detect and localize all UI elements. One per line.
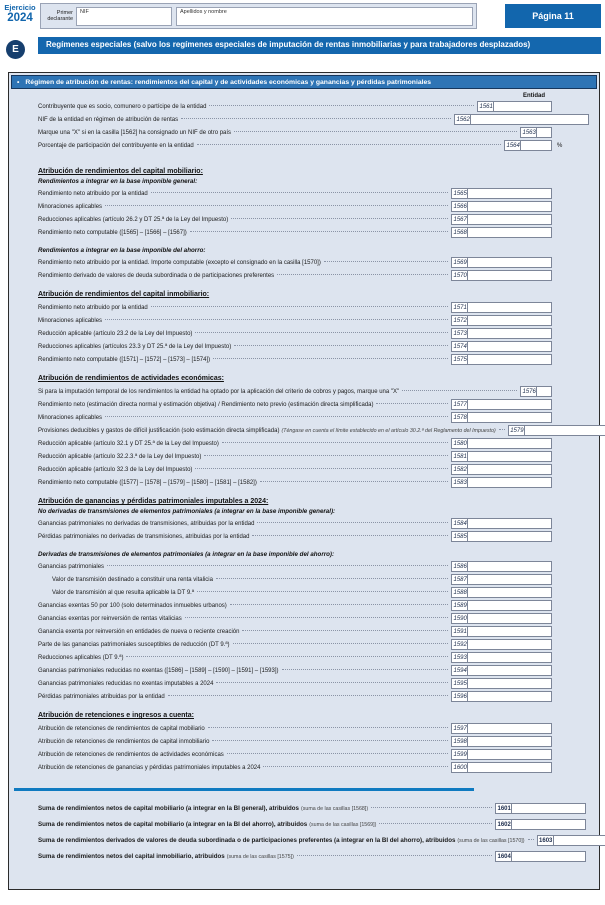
row-note: (Téngase en cuenta el límite establecido en el artículo 30.2.ª del Reglamento del Impuesto) xyxy=(281,427,496,434)
entry-field-1587[interactable] xyxy=(468,574,552,585)
entry-field-1590[interactable] xyxy=(468,613,552,624)
form-row xyxy=(38,761,592,774)
subsection-bar xyxy=(11,75,597,89)
row-label: Minoraciones aplicables xyxy=(38,203,103,210)
form-row xyxy=(38,398,592,411)
dotted-leader xyxy=(222,442,448,443)
dotted-leader xyxy=(107,565,448,566)
entry-field-1580[interactable] xyxy=(468,438,552,449)
casilla-number-1599: 1599 xyxy=(451,749,468,760)
casilla-number-1596: 1596 xyxy=(451,691,468,702)
form-row xyxy=(38,353,592,366)
entry-field-1596[interactable] xyxy=(468,691,552,702)
form-row xyxy=(38,437,592,450)
dotted-leader xyxy=(190,231,448,232)
page-number-badge: Página 11 xyxy=(505,4,601,28)
entry-field-1588[interactable] xyxy=(468,587,552,598)
group-subheading: Derivadas de transmisiones de elementos patrimoniales (a integrar en la base imponible del ahorro): xyxy=(38,551,335,558)
casilla-number-1564: 1564 xyxy=(504,140,521,151)
casilla-number-1567: 1567 xyxy=(451,214,468,225)
group-subheading: Rendimientos a integrar en la base imponible del ahorro: xyxy=(38,247,206,254)
casilla-number-1590: 1590 xyxy=(451,613,468,624)
dotted-leader xyxy=(277,274,448,275)
dotted-leader xyxy=(324,261,448,262)
group-heading: Atribución de retenciones e ingresos a cuenta: xyxy=(38,712,194,719)
row-label: Ganancias patrimoniales xyxy=(38,563,105,570)
entry-field-1578[interactable] xyxy=(468,412,552,423)
row-label: Reducciones aplicables (DT 9.ª) xyxy=(38,654,124,661)
casilla-number-1565: 1565 xyxy=(451,188,468,199)
form-row xyxy=(38,817,592,833)
dotted-leader xyxy=(195,468,448,469)
form-row xyxy=(38,664,592,677)
group-heading: Atribución de rendimientos del capital inmobiliario: xyxy=(38,291,210,298)
dotted-leader xyxy=(297,855,492,856)
row-label: Ganancias patrimoniales reducidas no exentas imputables a 2024 xyxy=(38,680,214,687)
casilla-number-1580: 1580 xyxy=(451,438,468,449)
form-row xyxy=(38,256,592,269)
form-row xyxy=(38,530,592,543)
casilla-number-1569: 1569 xyxy=(451,257,468,268)
casilla-number-1591: 1591 xyxy=(451,626,468,637)
form-panel xyxy=(8,72,600,890)
declarant-label: Primer declarante xyxy=(47,9,73,22)
dotted-leader xyxy=(151,192,448,193)
entry-field-1600[interactable] xyxy=(468,762,552,773)
name-field[interactable]: Apellidos y nombre xyxy=(176,7,473,26)
form-row xyxy=(38,690,592,703)
entry-field-1584[interactable] xyxy=(468,518,552,529)
entry-field-1597[interactable] xyxy=(468,723,552,734)
group-subheading: No derivadas de transmisiones de elementos patrimoniales (a integrar en la base imponible general): xyxy=(38,508,336,515)
form-row xyxy=(38,833,592,849)
section-title: Regímenes especiales (salvo los regímenes especiales de imputación de rentas inmobiliarias y para trabajadores desplazados) xyxy=(38,37,601,54)
form-row xyxy=(38,735,592,748)
row-note: (suma de las casillas [1570]) xyxy=(457,837,525,844)
row-label: Rendimiento derivado de valores de deuda subordinada o de participaciones preferentes xyxy=(38,272,275,279)
row-label: Reducción aplicable (artículo 32.1 y DT 25.ª de la Ley del Impuesto) xyxy=(38,440,219,447)
form-row xyxy=(38,450,592,463)
dotted-leader xyxy=(227,753,448,754)
form-row xyxy=(38,301,592,314)
form-row xyxy=(38,651,592,664)
ejercicio-block xyxy=(3,4,37,24)
entry-field-1565[interactable] xyxy=(468,188,552,199)
dotted-leader xyxy=(151,306,448,307)
form-row xyxy=(38,139,592,152)
entry-field-1566[interactable] xyxy=(468,201,552,212)
form-row xyxy=(38,187,592,200)
dotted-leader xyxy=(126,656,448,657)
form-row xyxy=(38,411,592,424)
casilla-number-1601: 1601 xyxy=(495,803,512,815)
form-row xyxy=(38,677,592,690)
casilla-number-1563: 1563 xyxy=(520,127,537,138)
form-row xyxy=(38,126,592,139)
row-label: Rendimiento neto computable ([1565] – [1566] – [1567]) xyxy=(38,229,187,236)
casilla-number-1593: 1593 xyxy=(451,652,468,663)
form-row xyxy=(38,200,592,213)
casilla-number-1587: 1587 xyxy=(451,574,468,585)
dotted-leader xyxy=(260,481,448,482)
form-row xyxy=(38,517,592,530)
casilla-number-1589: 1589 xyxy=(451,600,468,611)
entry-field-1579[interactable] xyxy=(525,425,605,436)
form-row xyxy=(38,340,592,353)
form-row xyxy=(38,612,592,625)
entry-field-1594[interactable] xyxy=(468,665,552,676)
dotted-leader xyxy=(230,604,448,605)
subsection-title: Régimen de atribución de rentas: rendimientos del capital y de actividades económicas y ganancias y pérdidas patrimoniales xyxy=(25,78,432,86)
entry-field-1593[interactable] xyxy=(468,652,552,663)
row-label: Marque una "X" si en la casilla [1562] ha consignado un NIF de otro país xyxy=(38,129,232,136)
dotted-leader xyxy=(213,358,448,359)
summary-body xyxy=(11,801,597,865)
row-label: Reducciones aplicables (artículos 23.3 y DT 25.ª de la Ley del Impuesto) xyxy=(38,343,232,350)
dotted-leader xyxy=(528,839,534,840)
row-note: (suma de las casillas [1575]) xyxy=(226,853,294,860)
entry-field-1591[interactable] xyxy=(468,626,552,637)
entry-field-1561[interactable] xyxy=(494,101,552,112)
form-row xyxy=(38,314,592,327)
row-label: Suma de rendimientos derivados de valores de deuda subordinada o de participaciones preferentes (a integrar en la BI del ahorro), atribuidos xyxy=(38,837,456,844)
entry-field-1589[interactable] xyxy=(468,600,552,611)
spacer xyxy=(38,543,592,550)
row-label: Atribución de retenciones de rendimientos de capital inmobiliario xyxy=(38,738,210,745)
casilla-number-1576: 1576 xyxy=(520,386,537,397)
ejercicio-year: 2024 xyxy=(7,11,33,24)
entry-field-1601[interactable] xyxy=(512,803,586,815)
row-label: Atribución de retenciones de ganancias y pérdidas patrimoniales imputables a 2024 xyxy=(38,764,261,771)
row-label: Rendimiento neto atribuido por la entidad xyxy=(38,304,148,311)
section-letter-badge: E xyxy=(6,40,25,59)
casilla-number-1586: 1586 xyxy=(451,561,468,572)
section-e-header xyxy=(0,32,605,59)
casilla-number-1600: 1600 xyxy=(451,762,468,773)
row-tail xyxy=(552,143,592,149)
row-label: NIF de la entidad en régimen de atribución de rentas xyxy=(38,116,179,123)
casilla-number-1583: 1583 xyxy=(451,477,468,488)
dotted-leader xyxy=(204,455,448,456)
row-label: Ganancias exentas 50 por 100 (solo determinados inmuebles urbanos) xyxy=(38,602,227,609)
casilla-number-1562: 1562 xyxy=(454,114,471,125)
form-row xyxy=(38,327,592,340)
form-row xyxy=(38,269,592,282)
row-label: Ganancias patrimoniales reducidas no exentas ([1586] – [1589] – [1590] – [1591] – [1593]) xyxy=(38,667,279,674)
form-body xyxy=(11,100,597,774)
declarant-box xyxy=(40,3,477,29)
entry-field-1575[interactable] xyxy=(468,354,552,365)
row-label: Reducciones aplicables (artículo 26.2 y DT 25.ª de la Ley del Impuesto) xyxy=(38,216,229,223)
row-label: Ganancia exenta por reinversión en entidades de nueva o reciente creación xyxy=(38,628,240,635)
casilla-number-1579: 1579 xyxy=(508,425,525,436)
spacer xyxy=(38,239,592,246)
form-row xyxy=(38,586,592,599)
dotted-leader xyxy=(233,643,448,644)
dotted-leader xyxy=(105,319,448,320)
entry-field-1585[interactable] xyxy=(468,531,552,542)
row-label: Contribuyente que es socio, comunero o partícipe de la entidad xyxy=(38,103,207,110)
form-row xyxy=(38,748,592,761)
row-label: Suma de rendimientos netos del capital inmobiliario, atribuidos xyxy=(38,853,225,860)
casilla-number-1602: 1602 xyxy=(495,819,512,831)
casilla-number-1574: 1574 xyxy=(451,341,468,352)
row-label: Atribución de retenciones de rendimientos de actividades económicas xyxy=(38,751,224,758)
dotted-leader xyxy=(376,403,448,404)
row-label: Provisiones deducibles y gastos de difícil justificación (solo estimación directa simplificada) xyxy=(38,427,280,434)
casilla-number-1594: 1594 xyxy=(451,665,468,676)
dotted-leader xyxy=(242,630,448,631)
casilla-number-1566: 1566 xyxy=(451,201,468,212)
dotted-leader xyxy=(197,144,501,145)
row-label: Parte de las ganancias patrimoniales susceptibles de reducción (DT 9.ª) xyxy=(38,641,230,648)
row-label: Valor de transmisión al que resulta aplicable la DT 9.ª xyxy=(52,589,195,596)
dotted-leader xyxy=(263,766,448,767)
spacer xyxy=(38,366,592,373)
row-note: (suma de las casillas [1568]) xyxy=(300,805,369,812)
dotted-leader xyxy=(212,740,448,741)
entry-field-1595[interactable] xyxy=(468,678,552,689)
dotted-leader xyxy=(216,682,448,683)
row-label: Suma de rendimientos netos de capital mobiliario (a integrar en la BI general), atribuidos xyxy=(38,805,299,812)
dotted-leader xyxy=(195,332,448,333)
spacer xyxy=(38,282,592,289)
group-heading: Atribución de rendimientos de actividades económicas: xyxy=(38,375,224,382)
casilla-number-1603: 1603 xyxy=(537,835,554,847)
entry-field-1603[interactable] xyxy=(554,835,605,847)
spacer xyxy=(38,489,592,496)
casilla-number-1571: 1571 xyxy=(451,302,468,313)
percent-suffix: % xyxy=(557,142,563,149)
page-header xyxy=(0,0,605,32)
form-row xyxy=(38,638,592,651)
dotted-leader xyxy=(209,105,474,106)
row-label: Pérdidas patrimoniales no derivadas de transmisiones, atribuidas por la entidad xyxy=(38,533,250,540)
entry-field-1574[interactable] xyxy=(468,341,552,352)
casilla-number-1572: 1572 xyxy=(451,315,468,326)
casilla-number-1592: 1592 xyxy=(451,639,468,650)
form-row xyxy=(38,599,592,612)
form-row xyxy=(38,385,592,398)
row-label: Reducción aplicable (artículo 32.2.3.ª de la Ley del Impuesto) xyxy=(38,453,202,460)
dotted-leader xyxy=(371,807,492,808)
group-subheading: Rendimientos a integrar en la base imponible general: xyxy=(38,178,198,185)
entry-field-1570[interactable] xyxy=(468,270,552,281)
summary-divider xyxy=(14,788,474,791)
form-row xyxy=(38,801,592,817)
row-label: Suma de rendimientos netos de capital mobiliario (a integrar en la BI del ahorro), atribuidos xyxy=(38,821,308,828)
row-label: Valor de transmisión destinado a constituir una renta vitalicia xyxy=(52,576,213,583)
dotted-leader xyxy=(234,131,517,132)
entry-field-1599[interactable] xyxy=(468,749,552,760)
entry-field-1562[interactable] xyxy=(471,114,589,125)
dotted-leader xyxy=(105,205,448,206)
row-label: Porcentaje de participación del contribuyente en la entidad xyxy=(38,142,194,149)
dotted-leader xyxy=(231,218,448,219)
casilla-number-1578: 1578 xyxy=(451,412,468,423)
row-label: Reducción aplicable (artículo 32.3 de la Ley del Impuesto) xyxy=(38,466,193,473)
form-row xyxy=(38,463,592,476)
row-label: Rendimiento neto computable ([1571] – [1572] – [1573] – [1574]) xyxy=(38,356,211,363)
form-row xyxy=(38,424,592,437)
entry-field-1598[interactable] xyxy=(468,736,552,747)
dotted-leader xyxy=(234,345,448,346)
casilla-number-1561: 1561 xyxy=(477,101,494,112)
entry-field-1577[interactable] xyxy=(468,399,552,410)
entry-field-1568[interactable] xyxy=(468,227,552,238)
casilla-number-1604: 1604 xyxy=(495,851,512,863)
ejercicio-label: Ejercicio xyxy=(4,3,36,12)
dotted-leader xyxy=(257,522,448,523)
casilla-number-1573: 1573 xyxy=(451,328,468,339)
dotted-leader xyxy=(379,823,492,824)
group-heading: Atribución de ganancias y pérdidas patrimoniales imputables a 2024: xyxy=(38,498,269,505)
casilla-number-1584: 1584 xyxy=(451,518,468,529)
entry-field-1573[interactable] xyxy=(468,328,552,339)
entry-field-1571[interactable] xyxy=(468,302,552,313)
form-row xyxy=(38,100,592,113)
row-label: Si para la imputación temporal de los rendimientos la entidad ha optado por la aplicación del criterio de cobros y pagos, marque una "X" xyxy=(38,388,400,395)
entry-field-1569[interactable] xyxy=(468,257,552,268)
row-label: Rendimiento neto (estimación directa normal y estimación objetiva) / Rendimiento neto previo (estimación directa simplificada) xyxy=(38,401,374,408)
entry-field-1581[interactable] xyxy=(468,451,552,462)
casilla-number-1597: 1597 xyxy=(451,723,468,734)
entry-field-1564[interactable] xyxy=(521,140,552,151)
bullet-icon: • xyxy=(17,78,20,86)
row-label: Ganancias patrimoniales no derivadas de transmisiones, atribuidas por la entidad xyxy=(38,520,255,527)
form-row xyxy=(38,849,592,865)
entry-field-1604[interactable] xyxy=(512,851,586,863)
row-label: Atribución de retenciones de rendimientos de capital mobiliario xyxy=(38,725,205,732)
entry-field-1576[interactable] xyxy=(537,386,552,397)
casilla-number-1577: 1577 xyxy=(451,399,468,410)
form-row xyxy=(38,722,592,735)
dotted-leader xyxy=(105,416,448,417)
casilla-number-1582: 1582 xyxy=(451,464,468,475)
row-label: Pérdidas patrimoniales atribuidas por la entidad xyxy=(38,693,165,700)
row-label: Minoraciones aplicables xyxy=(38,414,103,421)
form-row xyxy=(38,625,592,638)
casilla-number-1568: 1568 xyxy=(451,227,468,238)
casilla-number-1581: 1581 xyxy=(451,451,468,462)
entry-field-1583[interactable] xyxy=(468,477,552,488)
row-label: Minoraciones aplicables xyxy=(38,317,103,324)
casilla-number-1585: 1585 xyxy=(451,531,468,542)
entity-column-label: Entidad xyxy=(523,93,545,99)
form-row xyxy=(38,226,592,239)
dotted-leader xyxy=(181,118,451,119)
form-row xyxy=(38,113,592,126)
casilla-number-1575: 1575 xyxy=(451,354,468,365)
form-row xyxy=(38,573,592,586)
casilla-number-1595: 1595 xyxy=(451,678,468,689)
entry-field-1602[interactable] xyxy=(512,819,586,831)
form-row xyxy=(38,213,592,226)
dotted-leader xyxy=(185,617,448,618)
spacer xyxy=(38,703,592,710)
dotted-leader xyxy=(402,390,517,391)
casilla-number-1588: 1588 xyxy=(451,587,468,598)
row-label: Reducción aplicable (artículo 23.2 de la Ley del Impuesto) xyxy=(38,330,193,337)
entry-field-1563[interactable] xyxy=(537,127,552,138)
row-label: Ganancias exentas por reinversión de rentas vitalicias xyxy=(38,615,182,622)
dotted-leader xyxy=(168,695,448,696)
entry-field-1582[interactable] xyxy=(468,464,552,475)
dotted-leader xyxy=(216,578,448,579)
entry-field-1567[interactable] xyxy=(468,214,552,225)
entry-field-1572[interactable] xyxy=(468,315,552,326)
row-label: Rendimiento neto atribuido por la entidad xyxy=(38,190,148,197)
group-heading: Atribución de rendimientos del capital mobiliario: xyxy=(38,168,203,175)
casilla-number-1598: 1598 xyxy=(451,736,468,747)
row-note: (suma de las casillas [1569]) xyxy=(309,821,377,828)
casilla-number-1570: 1570 xyxy=(451,270,468,281)
nif-field[interactable]: NIF xyxy=(76,7,172,26)
spacer xyxy=(38,152,592,159)
dotted-leader xyxy=(208,727,448,728)
row-label: Rendimiento neto atribuido por la entidad. Importe computable (excepto el consignado en la casilla [1570]) xyxy=(38,259,321,266)
dotted-leader xyxy=(499,429,505,430)
entry-field-1586[interactable] xyxy=(468,561,552,572)
spacer xyxy=(38,159,592,166)
form-row xyxy=(38,560,592,573)
dotted-leader xyxy=(282,669,449,670)
entry-field-1592[interactable] xyxy=(468,639,552,650)
dotted-leader xyxy=(197,591,448,592)
form-row xyxy=(38,476,592,489)
row-label: Rendimiento neto computable ([1577] – [1578] – [1579] – [1580] – [1581] – [1582]) xyxy=(38,479,257,486)
dotted-leader xyxy=(252,535,448,536)
